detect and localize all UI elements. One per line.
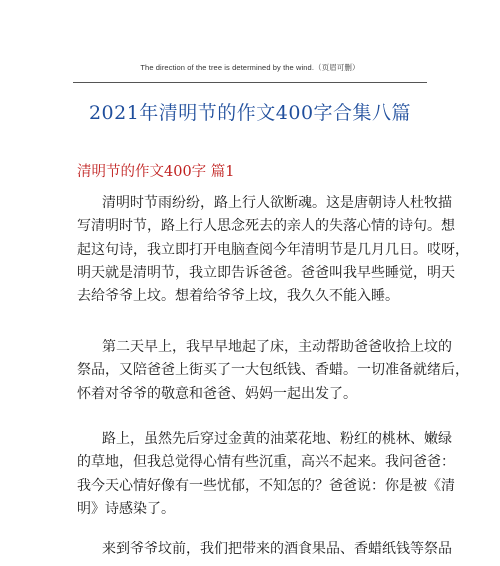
paragraph-1 bbox=[77, 192, 469, 308]
paragraph-line: 起这句诗，我立即打开电脑查阅今年清明节是几月几日。哎呀， bbox=[77, 241, 469, 258]
paragraph-2 bbox=[77, 336, 469, 406]
section-heading: 清明节的作文400字 篇1 bbox=[77, 164, 235, 180]
paragraph-line: 的草地，但我总觉得心情有些沉重，高兴不起来。我问爸爸： bbox=[77, 454, 455, 471]
paragraph-line: 怀着对爷爷的敬意和爸爸、妈妈一起出发了。 bbox=[77, 385, 357, 402]
paragraph-line: 祭品，又陪爸爸上街买了一大包纸钱、香蜡。一切准备就绪后， bbox=[77, 362, 469, 379]
paragraph-line: 写清明时节，路上行人思念死去的亲人的失落心情的诗句。想 bbox=[77, 218, 455, 235]
paragraph-line: 我今天心情好像有一些忧郁，不知怎的？爸爸说：你是被《清 bbox=[77, 477, 455, 494]
paragraph-line: 路上，虽然先后穿过金黄的油菜花地、粉红的桃林、嫩绿 bbox=[102, 431, 452, 447]
document-title: 2021年清明节的作文400字合集八篇 bbox=[88, 102, 412, 124]
paragraph-line: 去给爷爷上坟。想着给爷爷上坟，我久久不能入睡。 bbox=[77, 288, 399, 305]
page-header-text: The direction of the tree is determined by the wind.（页眉可删） bbox=[140, 63, 360, 72]
paragraph-line: 明》诗感染了。 bbox=[77, 500, 175, 517]
paragraph-line: 明天就是清明节，我立即告诉爸爸。爸爸叫我早些睡觉，明天 bbox=[77, 264, 455, 281]
paragraph-line: 来到爷爷坟前，我们把带来的酒食果品、香蜡纸钱等祭品 bbox=[102, 541, 452, 557]
paragraph-line: 第二天早上，我早早地起了床，主动帮助爸爸收拾上坟的 bbox=[102, 339, 452, 355]
paragraph-4 bbox=[77, 538, 452, 561]
paragraph-3 bbox=[77, 428, 455, 521]
paragraph-line: 清明时节雨纷纷，路上行人欲断魂。这是唐朝诗人杜牧描 bbox=[102, 195, 452, 211]
header-divider bbox=[73, 82, 427, 83]
